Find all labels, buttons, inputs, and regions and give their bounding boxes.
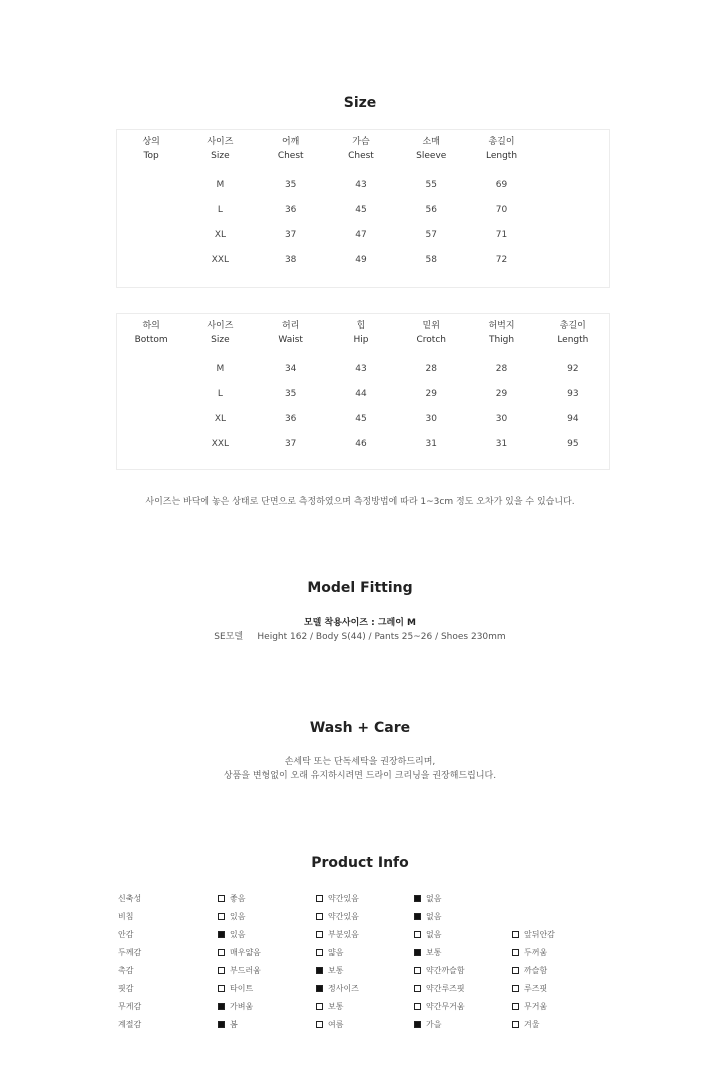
- option-label: 정사이즈: [328, 984, 359, 993]
- table-cell: 95: [567, 438, 579, 449]
- unchecked-box-icon: [512, 931, 519, 938]
- option-label: 까슬함: [524, 966, 548, 975]
- table-cell: [537, 247, 609, 272]
- header-cell: [396, 314, 466, 352]
- table-cell: [537, 168, 609, 197]
- checked-box-icon: [218, 1021, 225, 1028]
- header-cell: [466, 130, 536, 168]
- header-ko: 어깨: [281, 137, 300, 147]
- header-cell: [466, 314, 536, 352]
- product-info-option: [316, 1001, 343, 1012]
- product-info-option: [316, 947, 343, 958]
- unchecked-box-icon: [218, 949, 225, 956]
- table-row: [117, 381, 609, 406]
- product-info-option: [512, 947, 547, 958]
- table-cell: 43: [355, 363, 367, 374]
- product-info-row: [118, 890, 598, 908]
- table-cell: 45: [355, 413, 367, 424]
- table-cell: 46: [355, 438, 367, 449]
- unchecked-box-icon: [512, 1021, 519, 1028]
- option-label: 가벼움: [230, 1002, 254, 1011]
- product-info-option: [512, 983, 547, 994]
- option-label: 타이트: [230, 984, 254, 993]
- checked-box-icon: [218, 931, 225, 938]
- table-cell: 58: [425, 254, 437, 265]
- table-cell: 57: [425, 229, 437, 240]
- table-cell: 30: [495, 413, 508, 424]
- product-info-option: [512, 965, 547, 976]
- unchecked-box-icon: [316, 931, 323, 938]
- checked-box-icon: [414, 895, 421, 902]
- product-info-option: [414, 1001, 465, 1012]
- table-cell: [537, 197, 609, 222]
- product-info-title: Product Info: [311, 855, 409, 871]
- table-header-row: [117, 130, 609, 168]
- table-cell: 45: [355, 204, 367, 215]
- model-spec-line: SE모델 Height 162 / Body S(44) / Pants 25~26 / Shoes 230mm: [214, 632, 506, 642]
- header-en: Size: [211, 335, 230, 345]
- product-info-label: 핏감: [118, 984, 134, 993]
- table-cell: [117, 168, 185, 197]
- option-label: 약간있음: [328, 894, 359, 903]
- table-cell: 94: [567, 413, 579, 424]
- table-cell: 28: [425, 363, 437, 374]
- product-info-option: [218, 1019, 238, 1030]
- unchecked-box-icon: [218, 913, 225, 920]
- header-ko: 상의: [142, 137, 160, 147]
- product-info-option: [218, 1001, 253, 1012]
- table-cell: 28: [495, 363, 508, 374]
- product-info-option: [316, 1019, 343, 1030]
- option-label: 부분있음: [328, 930, 359, 939]
- table-cell: 93: [567, 388, 579, 399]
- option-label: 없음: [426, 894, 442, 903]
- header-en: Top: [143, 151, 159, 161]
- product-info-option: [316, 983, 359, 994]
- size-note: 사이즈는 바닥에 놓은 상태로 단면으로 측정하였으며 측정방법에 따라 1~3cm 정도 오차가 있을 수 있습니다.: [145, 497, 575, 507]
- table-cell: 55: [425, 179, 437, 190]
- table-cell: 72: [495, 254, 508, 265]
- header-cell: [537, 130, 609, 168]
- unchecked-box-icon: [414, 967, 421, 974]
- unchecked-box-icon: [414, 931, 421, 938]
- product-info-option: [512, 929, 555, 940]
- table-cell: 35: [284, 388, 297, 399]
- header-en: Sleeve: [416, 151, 447, 161]
- unchecked-box-icon: [512, 1003, 519, 1010]
- option-label: 약간루즈핏: [426, 984, 465, 993]
- product-info-option: [316, 911, 359, 922]
- table-cell: L: [217, 388, 223, 399]
- unchecked-box-icon: [316, 1003, 323, 1010]
- header-ko: 허벅지: [488, 321, 515, 331]
- product-info-row: [118, 962, 598, 980]
- product-info-row: [118, 998, 598, 1016]
- table-cell: [117, 406, 185, 431]
- header-cell: [256, 314, 326, 352]
- option-label: 약간까슬함: [426, 966, 465, 975]
- table-cell: 36: [284, 413, 297, 424]
- product-info-option: [414, 929, 441, 940]
- header-en: Crotch: [416, 335, 446, 345]
- unchecked-box-icon: [218, 895, 225, 902]
- unchecked-box-icon: [512, 985, 519, 992]
- header-cell: [537, 314, 609, 352]
- table-cell: 37: [284, 229, 297, 240]
- header-en: Chest: [348, 151, 374, 161]
- product-info-option: [218, 893, 245, 904]
- product-info-option: [414, 1019, 441, 1030]
- header-en: Bottom: [134, 335, 168, 345]
- table-cell: [537, 222, 609, 247]
- table-cell: 47: [355, 229, 367, 240]
- option-label: 보통: [328, 1002, 344, 1011]
- header-en: Hip: [353, 335, 369, 345]
- table-row: [117, 431, 609, 456]
- table-cell: 36: [284, 204, 297, 215]
- product-info-option: [316, 893, 359, 904]
- option-label: 부드러움: [230, 966, 261, 975]
- header-en: Waist: [278, 335, 303, 345]
- table-cell: 43: [355, 179, 367, 190]
- unchecked-box-icon: [512, 949, 519, 956]
- product-info-list: [118, 890, 598, 1034]
- table-cell: XL: [214, 413, 226, 424]
- wash-care-line-2: 상품을 변형없이 오래 유지하시려면 드라이 크리닝을 권장해드립니다.: [223, 771, 497, 781]
- option-label: 얇음: [328, 948, 344, 957]
- product-info-label: 비침: [118, 912, 134, 921]
- option-label: 약간무거움: [426, 1002, 465, 1011]
- unchecked-box-icon: [414, 1003, 421, 1010]
- product-info-option: [414, 893, 441, 904]
- table-cell: 92: [567, 363, 579, 374]
- table-cell: 29: [425, 388, 437, 399]
- product-info-row: [118, 980, 598, 998]
- product-info-row: [118, 1016, 598, 1034]
- table-cell: L: [217, 204, 223, 215]
- header-ko: 힙: [356, 321, 366, 331]
- option-label: 약간있음: [328, 912, 359, 921]
- table-cell: 69: [495, 179, 508, 190]
- table-cell: XXL: [211, 254, 230, 265]
- table-cell: XL: [214, 229, 226, 240]
- unchecked-box-icon: [316, 1021, 323, 1028]
- header-ko: 총길이: [488, 137, 515, 147]
- product-info-option: [218, 983, 253, 994]
- option-label: 있음: [230, 930, 246, 939]
- table-header-row: [117, 314, 609, 352]
- header-en: Chest: [277, 151, 304, 161]
- table-cell: 31: [495, 438, 508, 449]
- option-label: 매우얇음: [230, 948, 261, 957]
- table-cell: 49: [355, 254, 367, 265]
- option-label: 겨울: [524, 1020, 540, 1029]
- unchecked-box-icon: [316, 913, 323, 920]
- header-en: Length: [486, 151, 518, 161]
- product-info-option: [414, 947, 441, 958]
- product-info-row: [118, 908, 598, 926]
- product-info-option: [218, 965, 261, 976]
- header-ko: 하의: [142, 321, 160, 331]
- table-cell: [117, 197, 185, 222]
- table-row: [117, 247, 609, 272]
- table-cell: [117, 247, 185, 272]
- option-label: 앞뒤안감: [524, 930, 555, 939]
- option-label: 없음: [426, 912, 442, 921]
- checked-box-icon: [414, 1021, 421, 1028]
- product-info-option: [316, 965, 343, 976]
- table-cell: 56: [425, 204, 437, 215]
- unchecked-box-icon: [218, 967, 225, 974]
- table-cell: 37: [284, 438, 297, 449]
- model-size-line: 모델 착용사이즈 : 그레이 M: [303, 618, 417, 628]
- option-label: 좋음: [230, 894, 246, 903]
- header-ko: 가슴: [352, 137, 370, 147]
- wash-care-line-1: 손세탁 또는 단독세탁을 권장하드리며,: [284, 757, 436, 767]
- header-cell: [185, 314, 255, 352]
- product-info-label: 안감: [118, 930, 134, 939]
- header-cell: [117, 130, 185, 168]
- table-cell: XXL: [211, 438, 230, 449]
- table-row: [117, 352, 609, 381]
- option-label: 가을: [426, 1020, 442, 1029]
- table-cell: 34: [284, 363, 297, 374]
- header-ko: 사이즈: [207, 137, 234, 147]
- product-info-label: 두께감: [118, 948, 142, 957]
- product-info-row: [118, 926, 598, 944]
- table-cell: [117, 222, 185, 247]
- table-cell: 35: [284, 179, 297, 190]
- table-cell: 71: [495, 229, 508, 240]
- checked-box-icon: [316, 967, 323, 974]
- table-row: [117, 222, 609, 247]
- product-info-option: [218, 929, 245, 940]
- unchecked-box-icon: [316, 895, 323, 902]
- table-cell: M: [216, 179, 225, 190]
- product-info-option: [218, 947, 261, 958]
- option-label: 두꺼움: [524, 948, 548, 957]
- product-info-option: [414, 965, 465, 976]
- product-info-row: [118, 944, 598, 962]
- product-info-label: 계절감: [118, 1020, 142, 1029]
- table-cell: [117, 381, 185, 406]
- checked-box-icon: [316, 985, 323, 992]
- table-cell: 31: [425, 438, 437, 449]
- checked-box-icon: [218, 1003, 225, 1010]
- option-label: 봄: [230, 1020, 238, 1029]
- bottom-size-grid: [117, 314, 609, 456]
- product-info-label: 신축성: [118, 894, 142, 903]
- product-info-option: [316, 929, 359, 940]
- checked-box-icon: [414, 913, 421, 920]
- header-cell: [326, 130, 396, 168]
- top-size-table: [116, 129, 610, 288]
- table-cell: 38: [284, 254, 297, 265]
- option-label: 여름: [328, 1020, 344, 1029]
- product-info-option: [218, 911, 245, 922]
- unchecked-box-icon: [512, 967, 519, 974]
- option-label: 보통: [426, 948, 442, 957]
- header-cell: [117, 314, 185, 352]
- table-row: [117, 197, 609, 222]
- option-label: 없음: [426, 930, 442, 939]
- table-cell: 70: [495, 204, 508, 215]
- header-en: Size: [211, 151, 230, 161]
- table-row: [117, 406, 609, 431]
- size-title: Size: [343, 95, 377, 111]
- top-size-grid: [117, 130, 609, 272]
- table-cell: 30: [425, 413, 437, 424]
- unchecked-box-icon: [414, 985, 421, 992]
- option-label: 무거움: [524, 1002, 548, 1011]
- header-ko: 밑위: [422, 321, 440, 331]
- header-cell: [185, 130, 255, 168]
- model-fitting-title: Model Fitting: [307, 580, 413, 596]
- product-info-option: [512, 1019, 539, 1030]
- header-ko: 소매: [422, 137, 440, 147]
- header-en: Length: [557, 335, 589, 345]
- product-info-option: [512, 1001, 547, 1012]
- option-label: 있음: [230, 912, 246, 921]
- header-en: Thigh: [488, 335, 515, 345]
- option-label: 보통: [328, 966, 344, 975]
- wash-care-title: Wash + Care: [309, 720, 411, 736]
- table-cell: M: [216, 363, 225, 374]
- bottom-size-table: [116, 313, 610, 470]
- header-cell: [256, 130, 326, 168]
- table-cell: [117, 352, 185, 381]
- table-cell: [117, 431, 185, 456]
- header-cell: [326, 314, 396, 352]
- unchecked-box-icon: [218, 985, 225, 992]
- header-ko: 허리: [281, 321, 300, 331]
- header-cell: [396, 130, 466, 168]
- product-info-label: 무게감: [118, 1002, 142, 1011]
- product-info-label: 촉감: [118, 966, 134, 975]
- header-ko: 총길이: [559, 321, 586, 331]
- table-cell: 44: [355, 388, 367, 399]
- table-row: [117, 168, 609, 197]
- product-info-option: [414, 911, 441, 922]
- header-ko: 사이즈: [207, 321, 234, 331]
- table-cell: 29: [495, 388, 508, 399]
- option-label: 루즈핏: [524, 984, 548, 993]
- product-info-option: [414, 983, 465, 994]
- checked-box-icon: [414, 949, 421, 956]
- unchecked-box-icon: [316, 949, 323, 956]
